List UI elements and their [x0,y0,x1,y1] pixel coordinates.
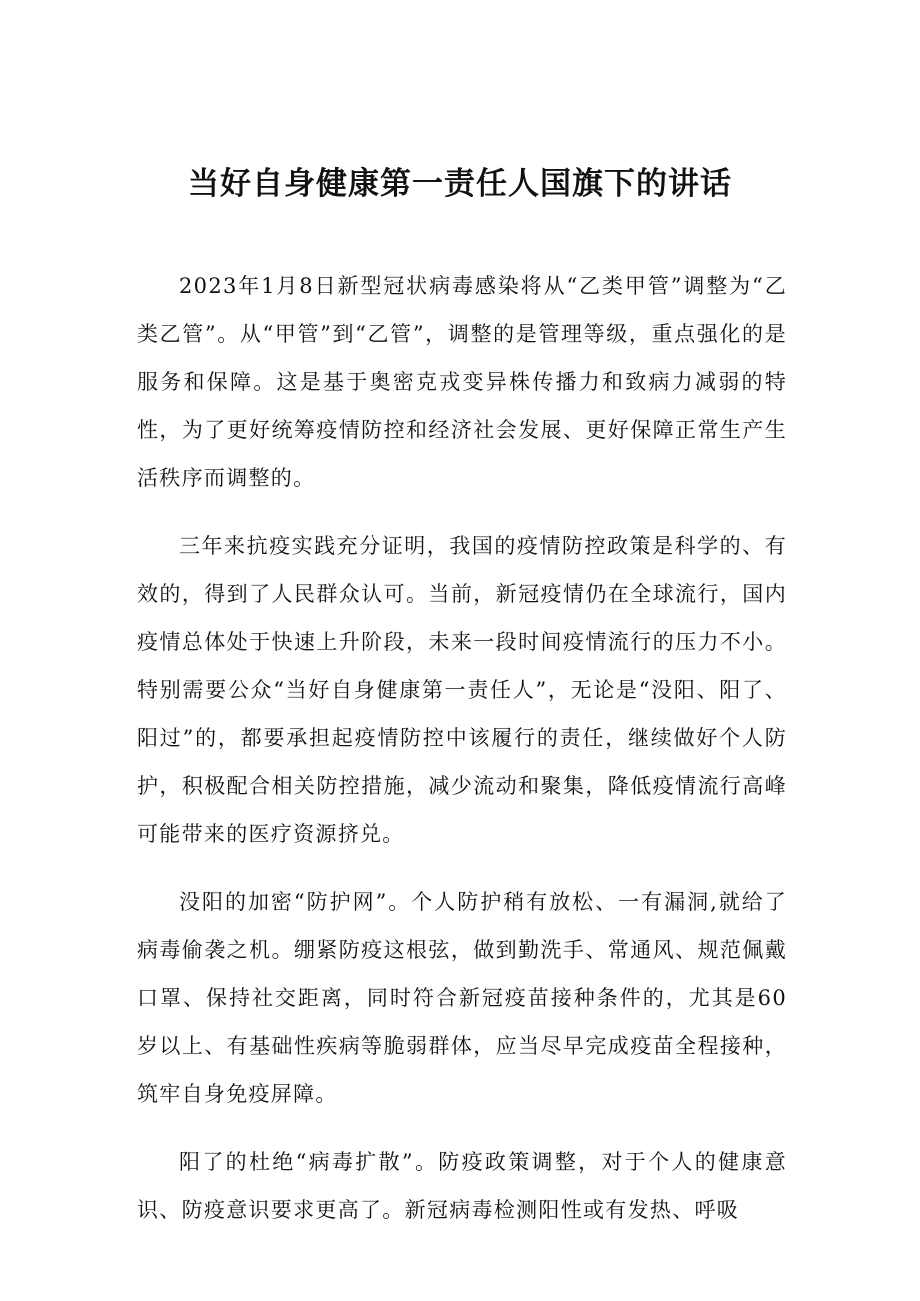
paragraph-2: 三年来抗疫实践充分证明，我国的疫情防控政策是科学的、有效的，得到了人民群众认可。当前，新冠疫情仍在全球流行，国内疫情总体处于快速上升阶段，未来一段时间疫情流行的压力不小。特别需要公众“当好自身健康第一责任人”，无论是“没阳、阳了、阳过”的，都要承担起疫情防控中该履行的责任，继续做好个人防护，积极配合相关防控措施，减少流动和聚集，降低疫情流行高峰可能带来的医疗资源挤兑。 [137,534,787,846]
document-body [137,262,787,1234]
paragraph-4: 阳了的杜绝“病毒扩散”。防疫政策调整，对于个人的健康意识、防疫意识要求更高了。新冠病毒检测阳性或有发热、呼吸 [137,1150,787,1222]
document-title: 当好自身健康第一责任人国旗下的讲话 [188,166,732,202]
paragraph-1: 2023年1月8日新型冠状病毒感染将从“乙类甲管”调整为“乙类乙管”。从“甲管”到“乙管”，调整的是管理等级，重点强化的是服务和保障。这是基于奥密克戎变异株传播力和致病力减弱的特性，为了更好统筹疫情防控和经济社会发展、更好保障正常生产生活秩序而调整的。 [137,274,787,490]
paragraph-3: 没阳的加密“防护网”。个人防护稍有放松、一有漏洞,就给了病毒偷袭之机。绷紧防疫这根弦，做到勤洗手、常通风、规范佩戴口罩、保持社交距离，同时符合新冠疫苗接种条件的，尤其是60岁以上、有基础性疾病等脆弱群体，应当尽早完成疫苗全程接种，筑牢自身免疫屏障。 [137,890,787,1106]
